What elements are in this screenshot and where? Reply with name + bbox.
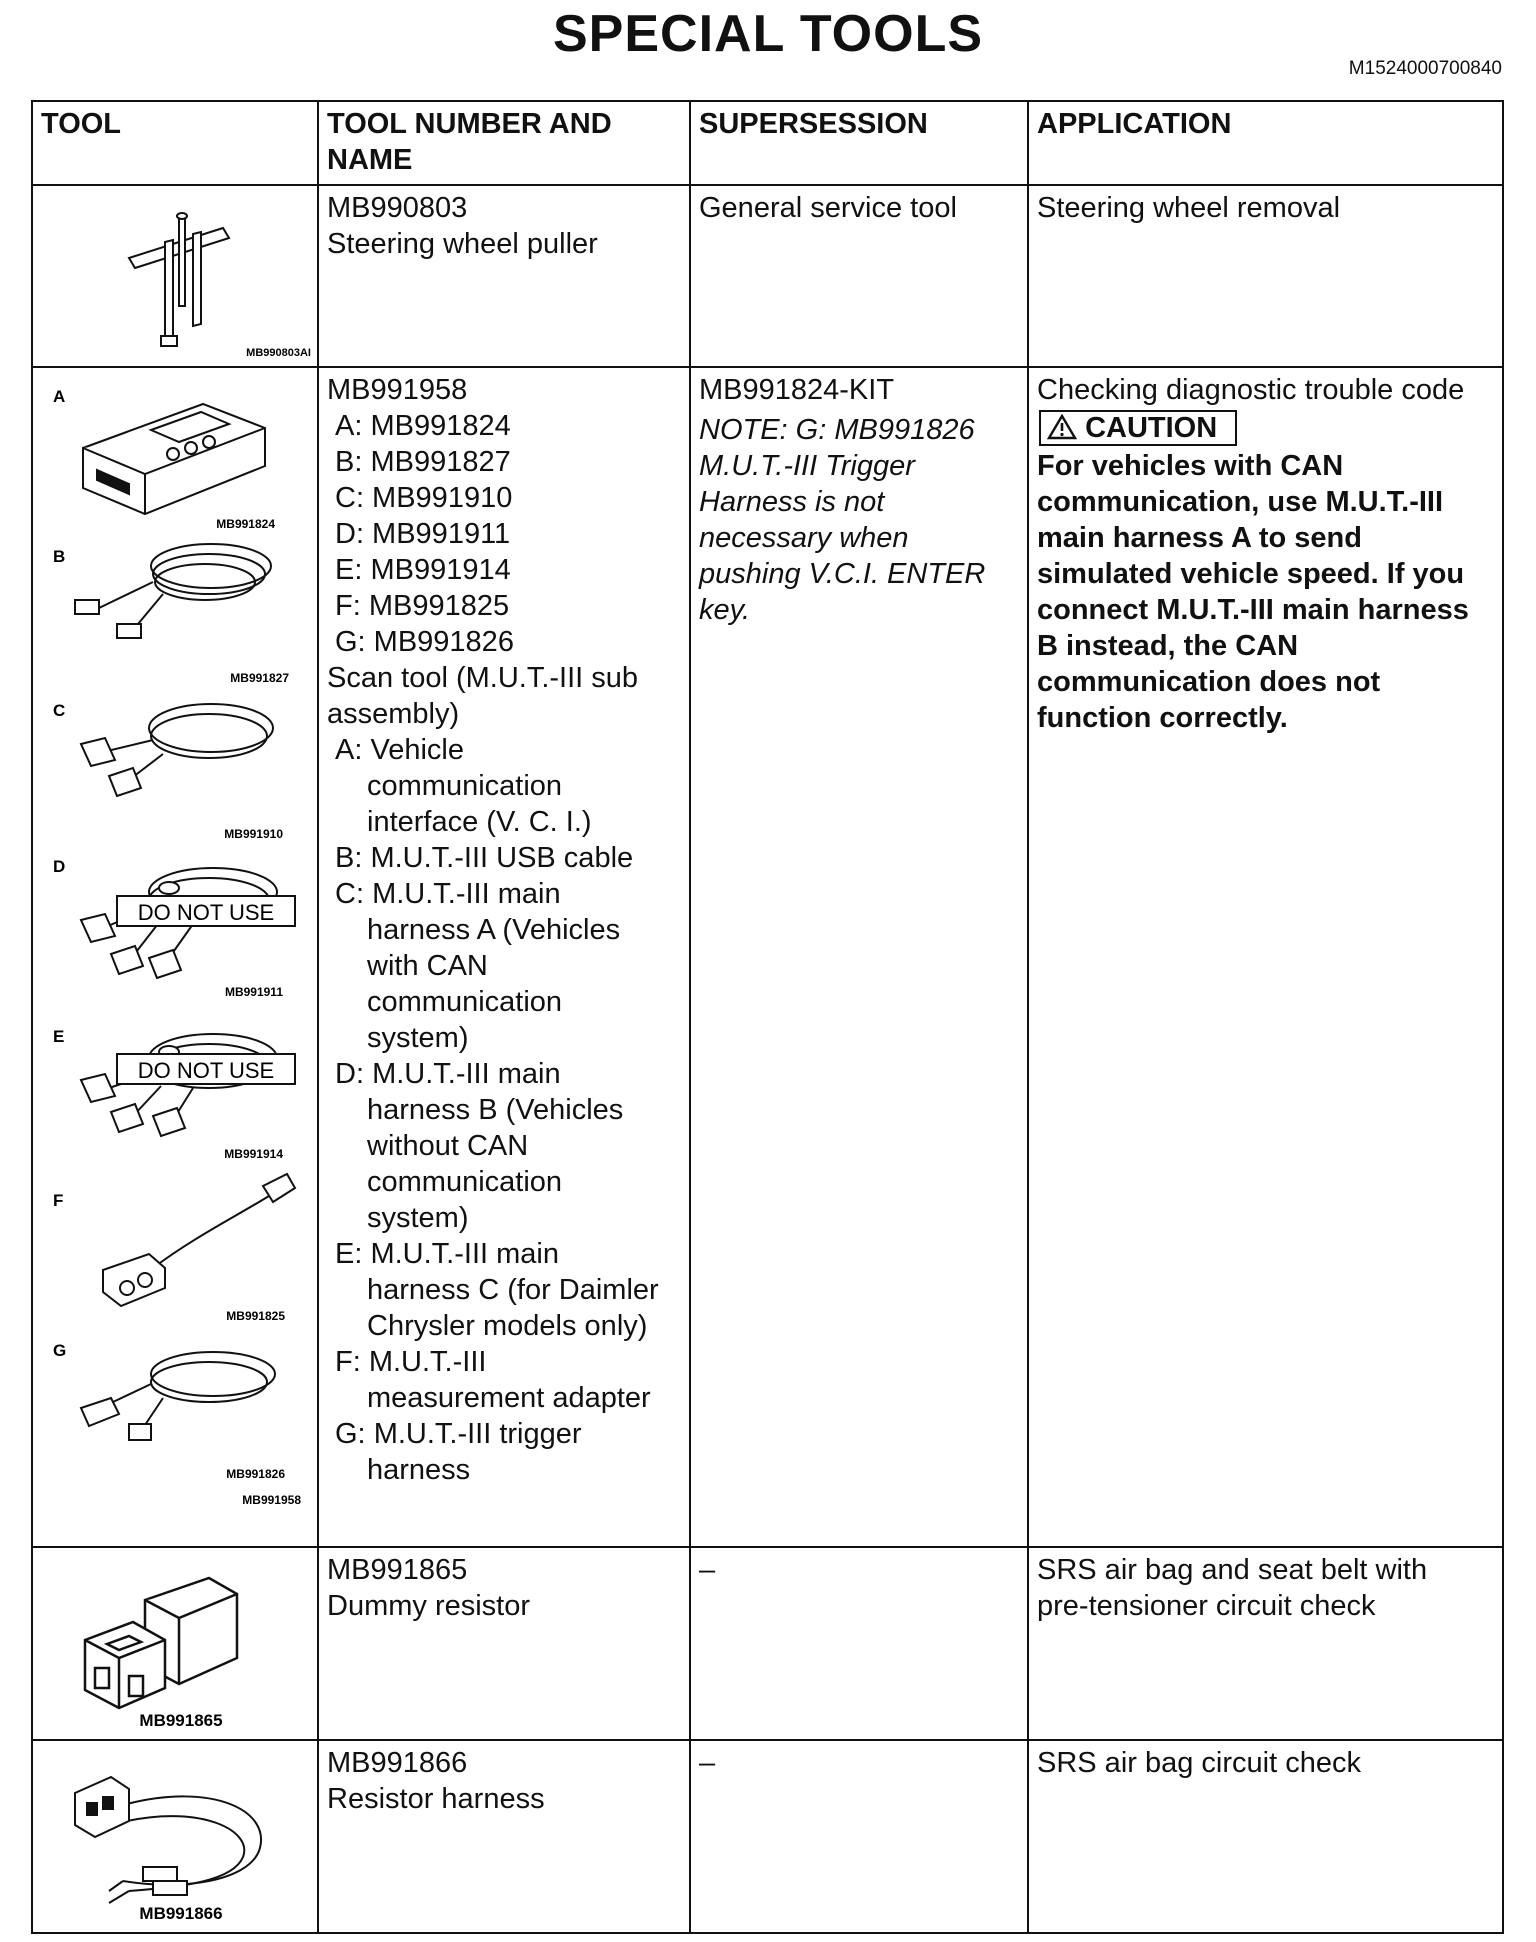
component-letter: G: xyxy=(335,1418,366,1450)
tool-name: Dummy resistor xyxy=(327,1590,531,1622)
tool-number: MB991866 xyxy=(327,1747,468,1779)
component-line: measurement adapter xyxy=(367,1382,651,1414)
tool-number-cell xyxy=(318,185,690,367)
dummy-resistor-illustration xyxy=(33,1548,319,1738)
caution-line: main harness A to send xyxy=(1037,522,1362,554)
image-letter-d: D xyxy=(53,857,66,876)
component-line: harness C (for Daimler xyxy=(367,1274,659,1306)
caution-line: simulated vehicle speed. If you xyxy=(1037,558,1465,590)
image-label-mb991910: MB991910 xyxy=(224,827,283,841)
component-letter: B: xyxy=(335,842,363,874)
component-line: communication xyxy=(367,770,563,802)
image-label-mb991824: MB991824 xyxy=(216,517,275,531)
caution-line: connect M.U.T.-III main harness xyxy=(1037,594,1469,626)
application-cell xyxy=(1028,367,1503,1547)
note-line: M.U.T.-III Trigger xyxy=(699,450,915,482)
header-tool: TOOL xyxy=(32,101,318,185)
application-value: Checking diagnostic trouble code xyxy=(1037,374,1465,406)
component-f xyxy=(327,1344,681,1380)
main-harness-a-icon xyxy=(81,704,273,796)
tool-number-cell xyxy=(318,367,690,1547)
caution-line: communication does not xyxy=(1037,666,1381,698)
sub-number-b: B: MB991827 xyxy=(335,446,511,478)
table-row xyxy=(32,185,1503,367)
sub-number-d: D: MB991911 xyxy=(335,518,511,550)
application-cell xyxy=(1028,1547,1503,1740)
do-not-use-label-d: DO NOT USE xyxy=(137,900,275,925)
usb-cable-icon xyxy=(75,544,271,638)
caution-badge xyxy=(1039,410,1237,446)
supersession-cell: – xyxy=(690,1740,1028,1933)
image-letter-c: C xyxy=(53,701,66,720)
image-letter-g: G xyxy=(53,1341,67,1360)
component-line: harness A (Vehicles xyxy=(367,914,621,946)
header-tool-number-and-name: TOOL NUMBER AND NAME xyxy=(318,101,690,185)
tool-image-label: MB991866 xyxy=(139,1904,223,1923)
sub-number-a: A: MB991824 xyxy=(335,410,511,442)
header-supersession: SUPERSESSION xyxy=(690,101,1028,185)
component-g xyxy=(327,1416,681,1452)
table-row xyxy=(32,1547,1503,1740)
caution-line: For vehicles with CAN xyxy=(1037,450,1344,482)
tool-number-cell xyxy=(318,1547,690,1740)
tool-number: MB991865 xyxy=(327,1554,468,1586)
component-line: without CAN xyxy=(367,1130,529,1162)
component-c xyxy=(327,876,681,912)
application-cell: SRS air bag circuit check xyxy=(1028,1740,1503,1933)
caution-line: function correctly. xyxy=(1037,702,1288,734)
sub-number-c: C: MB991910 xyxy=(335,482,513,514)
tool-name: Steering wheel puller xyxy=(327,228,598,260)
component-letter: E: xyxy=(335,1238,363,1270)
image-label-mb991911: MB991911 xyxy=(224,985,283,999)
component-letter: A: xyxy=(335,734,363,766)
component-b xyxy=(327,840,681,876)
do-not-use-label-e: DO NOT USE xyxy=(137,1058,275,1083)
sub-number-g: G: MB991826 xyxy=(335,626,514,658)
tool-image-cell xyxy=(32,1547,318,1740)
tool-name: Resistor harness xyxy=(327,1783,545,1815)
tool-image-label: MB991865 xyxy=(139,1711,223,1730)
caution-line: B instead, the CAN xyxy=(1037,630,1299,662)
component-e xyxy=(327,1236,681,1272)
component-a xyxy=(327,732,681,768)
component-line: M.U.T.-III trigger xyxy=(373,1418,582,1450)
note-line: necessary when xyxy=(699,522,909,554)
component-letter: F: xyxy=(335,1346,361,1378)
component-line: M.U.T.-III xyxy=(368,1346,487,1378)
image-letter-b: B xyxy=(53,547,66,566)
image-label-mb991826: MB991826 xyxy=(226,1467,285,1481)
component-line: interface (V. C. I.) xyxy=(367,806,592,838)
component-d xyxy=(327,1056,681,1092)
component-letter: D: xyxy=(335,1058,364,1090)
document-id: M1524000700840 xyxy=(1348,58,1502,79)
caution-line: communication, use M.U.T.-III xyxy=(1037,486,1444,518)
tool-name-line: assembly) xyxy=(327,698,460,730)
component-line: system) xyxy=(367,1202,469,1234)
tool-name-line: Scan tool (M.U.T.-III sub xyxy=(327,662,639,694)
tool-number: MB990803 xyxy=(327,192,468,224)
special-tools-table xyxy=(31,100,1504,1934)
page-title: SPECIAL TOOLS xyxy=(552,5,984,63)
resistor-harness-illustration xyxy=(33,1741,319,1931)
image-label-mb991825: MB991825 xyxy=(226,1309,285,1323)
tool-image-cell xyxy=(32,1740,318,1933)
component-line: system) xyxy=(367,1022,469,1054)
supersession-cell: – xyxy=(690,1547,1028,1740)
image-letter-a: A xyxy=(53,387,66,406)
sub-number-e: E: MB991914 xyxy=(335,554,511,586)
supersession-cell: General service tool xyxy=(690,185,1028,367)
application-cell: Steering wheel removal xyxy=(1028,185,1503,367)
measurement-adapter-icon xyxy=(103,1174,295,1306)
caution-label: CAUTION xyxy=(1085,412,1218,444)
table-row xyxy=(32,367,1503,1547)
tool-image-cell xyxy=(32,185,318,367)
image-label-mb991827: MB991827 xyxy=(230,671,289,685)
vci-device-icon xyxy=(83,404,265,514)
component-line: M.U.T.-III main xyxy=(370,1238,559,1270)
sub-number-f: F: MB991825 xyxy=(335,590,510,622)
component-line: communication xyxy=(367,1166,563,1198)
supersession-value: MB991824-KIT xyxy=(699,374,895,406)
note-line: key. xyxy=(699,594,751,626)
component-line: M.U.T.-III main xyxy=(372,1058,561,1090)
component-line: with CAN xyxy=(367,950,488,982)
note-line: pushing V.C.I. ENTER xyxy=(699,558,986,590)
application-line: pre-tensioner circuit check xyxy=(1037,1590,1376,1622)
note-line: Harness is not xyxy=(699,486,885,518)
image-letter-e: E xyxy=(53,1027,65,1046)
tool-image-label: MB990803AI xyxy=(246,347,311,359)
caution-text xyxy=(1037,448,1494,736)
table-row xyxy=(32,1740,1503,1933)
component-line: Vehicle xyxy=(370,734,464,766)
tool-image-cell xyxy=(32,367,318,1547)
steering-wheel-puller-illustration xyxy=(33,186,319,366)
image-label-mb991958: MB991958 xyxy=(242,1493,301,1507)
component-line: harness B (Vehicles xyxy=(367,1094,624,1126)
component-line: M.U.T.-III USB cable xyxy=(370,842,634,874)
table-header-row xyxy=(32,101,1503,185)
tool-number-cell xyxy=(318,1740,690,1933)
component-line: Chrysler models only) xyxy=(367,1310,648,1342)
header-application: APPLICATION xyxy=(1028,101,1503,185)
component-line: M.U.T.-III main xyxy=(372,878,561,910)
image-label-mb991914: MB991914 xyxy=(224,1147,283,1161)
trigger-harness-icon xyxy=(81,1352,275,1440)
tool-number: MB991958 xyxy=(327,374,468,406)
image-letter-f: F xyxy=(53,1191,64,1210)
component-letter: C: xyxy=(335,878,364,910)
application-line: SRS air bag and seat belt with xyxy=(1037,1554,1428,1586)
warning-triangle-icon xyxy=(1047,412,1085,444)
component-line: communication xyxy=(367,986,563,1018)
component-line: harness xyxy=(367,1454,471,1486)
scan-tool-kit-illustration xyxy=(33,368,319,1546)
note-line: NOTE: G: MB991826 xyxy=(699,414,975,446)
supersession-cell xyxy=(690,367,1028,1547)
note-block xyxy=(699,412,1019,628)
